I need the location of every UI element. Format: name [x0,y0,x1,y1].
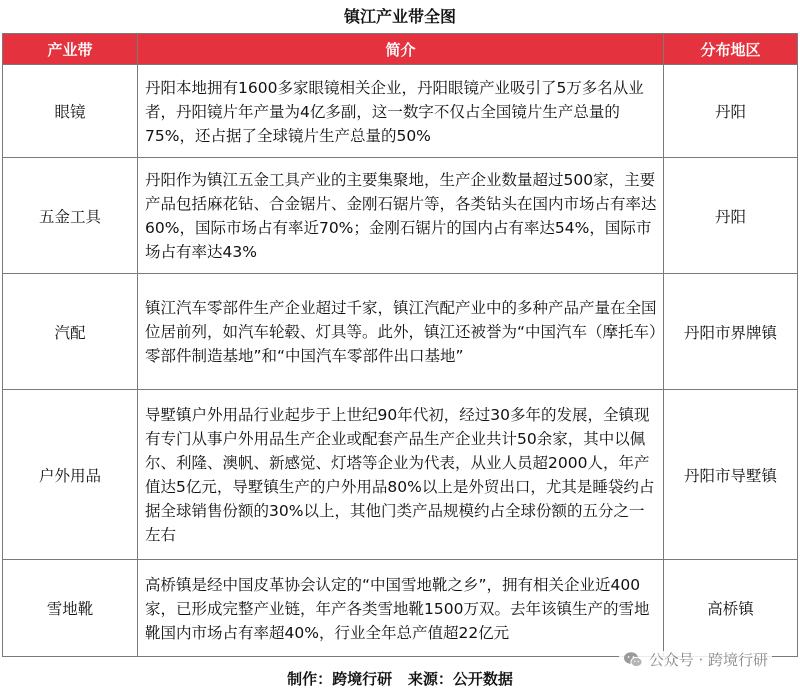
watermark-text: 公众号 · 跨境行研 [648,651,768,669]
table-row [3,560,798,657]
industry-cell: 五金工具 [3,158,138,274]
region-cell: 丹阳 [664,65,798,158]
intro-cell: 丹阳本地拥有1600多家眼镜相关企业，丹阳眼镜产业吸引了5万多名从业者，丹阳镜片年产量为4亿多副，这一数字不仅占全国镜片生产总量的75%，还占据了全球镜片生产总量的50% [138,65,664,158]
wechat-icon [623,651,643,669]
table-row [3,65,798,158]
footer-maker-label: 制作： [287,670,333,688]
footer-source: 公开数据 [452,670,513,688]
table-header-row [3,34,798,65]
region-cell: 高桥镇 [664,560,798,657]
page-title: 镇江产业带全图 [343,7,456,26]
table-row [3,390,798,560]
intro-cell: 镇江汽车零部件生产企业超过千家，镇江汽配产业中的多种产品产量在全国位居前列，如汽车轮毂、灯具等。此外，镇江还被誉为“中国汽车（摩托车）零部件制造基地”和“中国汽车零部件出口基地” [138,274,664,390]
column-header-intro: 简介 [138,34,664,65]
region-cell: 丹阳 [664,158,798,274]
intro-cell: 导墅镇户外用品行业起步于上世纪90年代初，经过30多年的发展，全镇现有专门从事户外用品生产企业或配套产品生产企业共计50余家，其中以佩尔、利隆、澳帆、新感觉、灯塔等企业为代表，从业人员超2000人，年产值达5亿元，导墅镇生产的户外用品80%以上是外贸出口，尤其是睡袋约占据全球销售份额的30%以上，其他门类产品规模约占全球份额的五分之一左右 [138,390,664,560]
intro-cell: 丹阳作为镇江五金工具产业的主要集聚地，生产企业数量超过500家，主要产品包括麻花钻、合金锯片、金刚石锯片等，各类钻头在国内市场占有率达60%，国际市场占有率近70%；金刚石锯片的国内占有率达54%，国际市场占有率达43% [138,158,664,274]
industry-table [2,33,798,657]
industry-cell: 户外用品 [3,390,138,560]
column-header-industry: 产业带 [3,34,138,65]
table-row [3,274,798,390]
intro-cell: 高桥镇是经中国皮革协会认定的“中国雪地靴之乡”，拥有相关企业近400家，已形成完整产业链，年产各类雪地靴1500万双。去年该镇生产的雪地靴国内市场占有率超40%，行业全年总产值超22亿元 [138,560,664,657]
region-cell: 丹阳市导墅镇 [664,390,798,560]
column-header-region: 分布地区 [664,34,798,65]
industry-cell: 眼镜 [3,65,138,158]
wechat-watermark [619,651,772,669]
table-row [3,158,798,274]
footer-credits [0,669,800,689]
footer-maker: 跨境行研 [332,670,393,688]
industry-cell: 雪地靴 [3,560,138,657]
region-cell: 丹阳市界牌镇 [664,274,798,390]
footer-spacer [392,670,408,688]
industry-cell: 汽配 [3,274,138,390]
footer-source-label: 来源： [407,670,453,688]
